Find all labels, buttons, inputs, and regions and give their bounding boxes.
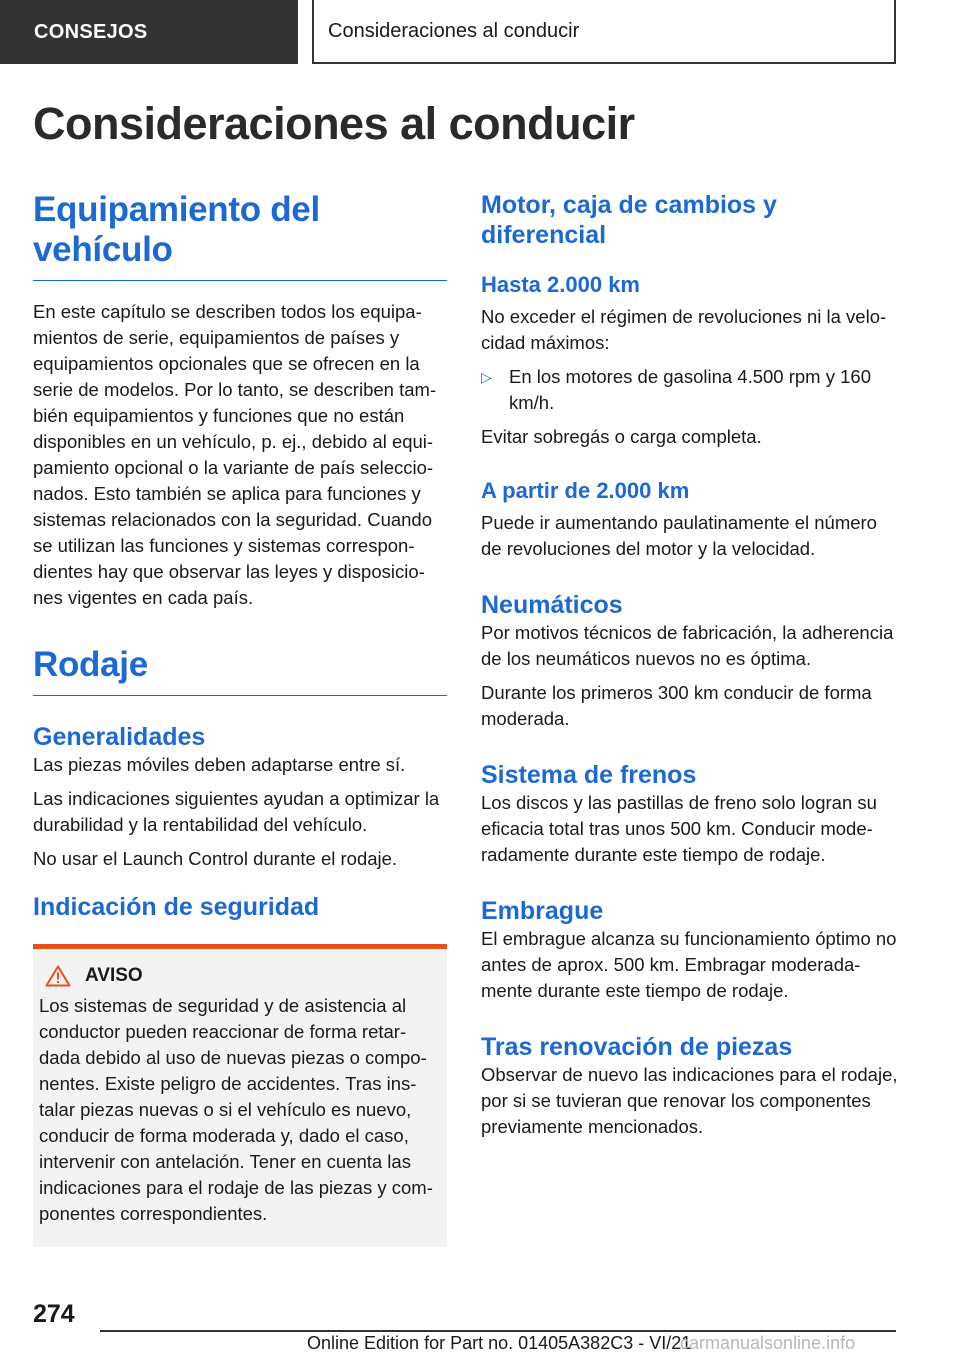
right-column: [481, 190, 901, 1140]
clutch-paragraph: El embrague alcanza su funcionamiento óptimo no antes de aprox. 500 km. Embragar moderadamente durante este tiempo de rodaje.: [481, 928, 897, 1001]
page-number: 274: [33, 1300, 75, 1328]
list-item: [481, 364, 901, 416]
section-title-rodaje: Rodaje: [33, 645, 447, 696]
warning-text: Los sistemas de seguridad y de asistencia al conductor pueden reaccionar de forma retardada debido al uso de nuevas piezas o componentes. Existe peligro de accidentes. Tras instalar piezas nuevas o si el vehículo es nuevo, conducir de forma moderada y, dado el caso, intervenir con antelación. Tener en cuenta las indicaciones para el rodaje de las piezas y componentes correspondientes.: [39, 995, 433, 1224]
subsection-title-parts: Tras renovación de piezas: [481, 1033, 793, 1061]
subsection-title-safety: Indicación de seguridad: [33, 893, 320, 921]
tyres-paragraph-2: Durante los primeros 300 km conducir de forma moderada.: [481, 682, 872, 729]
list-item-text: En los motores de gasolina 4.500 rpm y 160 km/h.: [509, 366, 871, 413]
page-title: Consideraciones al conducir: [33, 98, 635, 149]
warning-label: AVISO: [85, 965, 143, 986]
footer-divider: [100, 1330, 896, 1332]
subsection-title-general: Generalidades: [33, 723, 206, 751]
header-section-tab: [0, 0, 298, 64]
general-paragraph-1: Las piezas móviles deben adaptarse entre sí.: [33, 754, 406, 775]
brakes-paragraph: Los discos y las pastillas de freno solo logran su eficacia total tras unos 500 km. Conducir moderadamente durante este tiempo de rodaje.: [481, 792, 877, 865]
general-paragraph-3: No usar el Launch Control durante el rodaje.: [33, 848, 398, 869]
tyres-paragraph-1: Por motivos técnicos de fabricación, la adherencia de los neumáticos nuevos no es óptima.: [481, 622, 894, 669]
parts-paragraph: Observar de nuevo las indicaciones para el rodaje, por si se tuvieran que renovar los componentes previamente mencionados.: [481, 1064, 898, 1137]
until-2000-paragraph-2: Evitar sobregás o carga completa.: [481, 426, 762, 447]
equipment-paragraph: En este capítulo se describen todos los equipamientos de serie, equipamientos de países y equipamientos opcionales que se ofrecen en la serie de modelos. Por lo tanto, se describen también equipamientos y funciones que no están disponibles en un vehículo, p. ej., debido al equipamiento opcional o la variante de país seleccionados. Esto también se aplica para funciones y sistemas relacionados con la seguridad. Cuando se utilizan las funciones y sistemas correspondientes hay que observar las leyes y disposiciones vigentes en cada país.: [33, 301, 437, 608]
footer-edition: Online Edition for Part no. 01405A382C3 - VI/21: [307, 1333, 692, 1353]
warning-header: [39, 965, 441, 987]
footer-watermark: carmanualsonline.info: [680, 1333, 856, 1353]
subsection-title-brakes: Sistema de frenos: [481, 761, 697, 789]
subsection-title-until-2000: Hasta 2.000 km: [481, 272, 640, 297]
section-title-equipment: Equipamiento del vehículo: [33, 190, 447, 281]
subsection-title-from-2000: A partir de 2.000 km: [481, 478, 690, 503]
subsection-title-tyres: Neumáticos: [481, 591, 623, 619]
section-title-motor: Motor, caja de cambios y diferencial: [481, 191, 777, 249]
warning-triangle-icon: [45, 965, 71, 987]
header-section-label: CONSEJOS: [34, 20, 148, 43]
from-2000-paragraph: Puede ir aumentando paulatinamente el número de revoluciones del motor y la velocidad.: [481, 512, 877, 559]
bullet-triangle-icon: ▷: [481, 369, 492, 385]
warning-box: [33, 944, 447, 1247]
subsection-title-clutch: Embrague: [481, 897, 604, 925]
header-chapter: [312, 0, 896, 64]
until-2000-paragraph: No exceder el régimen de revoluciones ni la velocidad máximos:: [481, 306, 887, 353]
general-paragraph-2: Las indicaciones siguientes ayudan a optimizar la durabilidad y la rentabilidad del vehículo.: [33, 788, 440, 835]
left-column: [33, 190, 447, 1247]
header-chapter-label: Consideraciones al conducir: [328, 19, 580, 42]
